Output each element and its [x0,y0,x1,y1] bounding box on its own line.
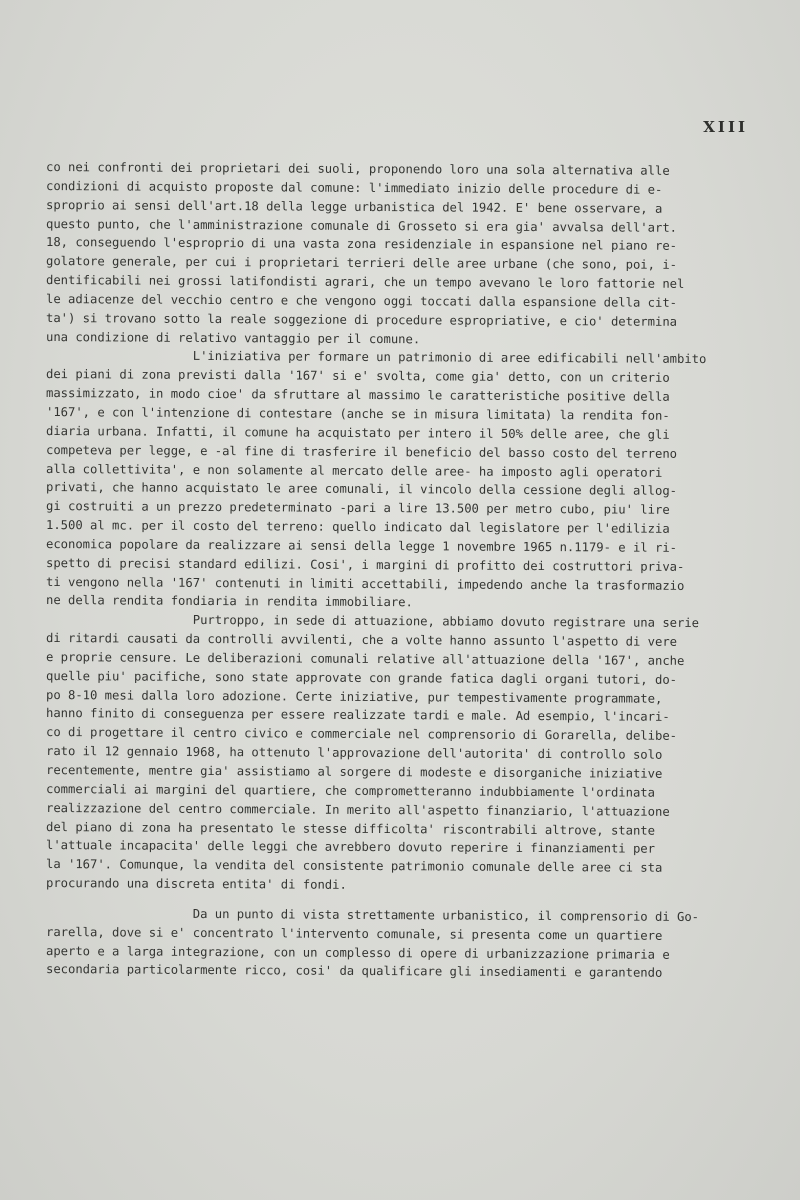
page-number: XIII [703,118,748,136]
text-line: le adiacenze del vecchio centro e che vengono oggi toccati dalla espansione della cit- [45,291,678,310]
text-line: co nei confronti dei proprietari dei suoli, proponendo loro una sola alternativa alle [45,160,670,178]
text-line: hanno finito di conseguenza per essere realizzate tardi e male. Ad esempio, l'incari- [45,706,670,725]
text-line: alla collettivita', e non solamente al mercato delle aree- ha imposto agli operatori [45,461,663,480]
text-line: co di progettare il centro civico e commerciale nel comprensorio di Gorarella, delibe- [45,725,678,744]
text-line: procurando una discreta entita' di fondi. [45,876,347,892]
text-line: massimizzato, in modo cioe' da sfruttare al massimo le caratteristiche positive della [45,386,670,404]
text-line: po 8-10 mesi dalla loro adozione. Certe iniziative, pur tempestivamente programmate, [45,687,663,706]
paragraph-2 [46,346,746,610]
text-line: economica popolare da realizzare ai sensi della legge 1 novembre 1965 n.1179- e il ri- [45,536,678,555]
text-line: sproprio ai sensi dell'art.18 della legge urbanistica del 1942. E' bene osservare, a [45,197,663,216]
text-line: e proprie censure. Le deliberazioni comunali relative all'attuazione della '167', anche [45,649,685,668]
text-line: privati, che hanno acquistato le aree comunali, il vincolo della cessione degli allog- [45,480,678,499]
text-line: realizzazione del centro commerciale. In merito all'aspetto finanziario, l'attuazione [45,800,670,819]
text-line: Da un punto di vista strettamente urbanistico, il comprensorio di Go- [45,905,700,924]
text-line: golatore generale, per cui i proprietari terrieri delle aree urbane (che sono, poi, i- [45,254,678,273]
text-line: una condizione di relativo vantaggio per il comune. [45,329,421,346]
text-line: ta') si trovano sotto la reale soggezione di procedure espropriative, e cio' determina [45,310,678,329]
paragraph-1 [46,158,746,346]
text-line: la '167'. Comunque, la vendita del consistente patrimonio comunale delle aree ci sta [45,857,663,875]
text-line: gi costruiti a un prezzo predeterminato -pari a lire 13.500 per metro cubo, piu' lire [45,499,670,517]
text-line: aperto e a larga integrazione, con un complesso di opere di urbanizzazione primaria e [45,943,670,962]
text-line: l'attuale incapacita' delle leggi che avrebbero dovuto reperire i finanziamenti per [45,838,656,857]
text-line: dentificabili nei grossi latifondisti agrari, che un tempo avevano le loro fattorie nel [45,273,685,291]
text-line: rarella, dove si e' concentrato l'intervento comunale, si presenta come un quartiere [45,924,663,943]
text-line: 1.500 al mc. per il costo del terreno: quello indicato dal legislatore per l'edilizia [45,518,670,536]
text-line: recentemente, mentre gia' assistiamo al sorgere di modeste e disorganiche iniziative [45,763,663,781]
text-line: spetto di precisi standard edilizi. Cosi', i margini di profitto dei costruttori priva- [45,555,685,574]
text-line: condizioni di acquisto proposte dal comune: l'immediato inizio delle procedure di e- [45,178,663,197]
text-line: del piano di zona ha presentato le stesse difficolta' riscontrabili altrove, stante [45,819,656,838]
text-line: commerciali ai margini del quartiere, che comprometteranno indubbiamente l'ordinata [45,781,656,800]
paragraph-4 [46,904,746,979]
text-line: diaria urbana. Infatti, il comune ha acquistato per intero il 50% delle aree, che gli [45,423,670,442]
text-line: ti vengono nella '167' contenuti in limiti accettabili, impedendo anche la trasformazio [45,574,685,593]
text-line: ne della rendita fondiaria in rendita immobiliare. [45,593,413,610]
text-line: di ritardi causati da controlli avvilenti, che a volte hanno assunto l'aspetto di vere [45,631,678,649]
text-line: competeva per legge, e -al fine di trasferire il beneficio del basso costo del terreno [45,442,678,461]
body-text [46,158,746,979]
text-line: L'iniziativa per formare un patrimonio di aree edificabili nell'ambito [45,348,707,367]
text-line: dei piani di zona previsti dalla '167' si e' svolta, come gia' detto, con un criterio [45,367,670,386]
paragraph-3 [46,610,746,893]
text-line: rato il 12 gennaio 1968, ha ottenuto l'approvazione dell'autorita' di controllo solo [45,744,663,762]
text-line: '167', e con l'intenzione di contestare (anche se in misura limitata) la rendita fon- [45,404,670,423]
text-line: questo punto, che l'amministrazione comunale di Grosseto si era gia' avvalsa dell'art. [45,216,678,235]
text-line: 18, conseguendo l'esproprio di una vasta zona residenziale in espansione nel piano re- [45,235,678,254]
text-line: quelle piu' pacifiche, sono state approvate con grande fatica dagli organi tutori, do- [45,668,678,687]
text-line: secondaria particolarmente ricco, cosi' da qualificare gli insediamenti e garantendo [45,962,663,981]
text-line: Purtroppo, in sede di attuazione, abbiamo dovuto registrare una serie [45,612,700,631]
